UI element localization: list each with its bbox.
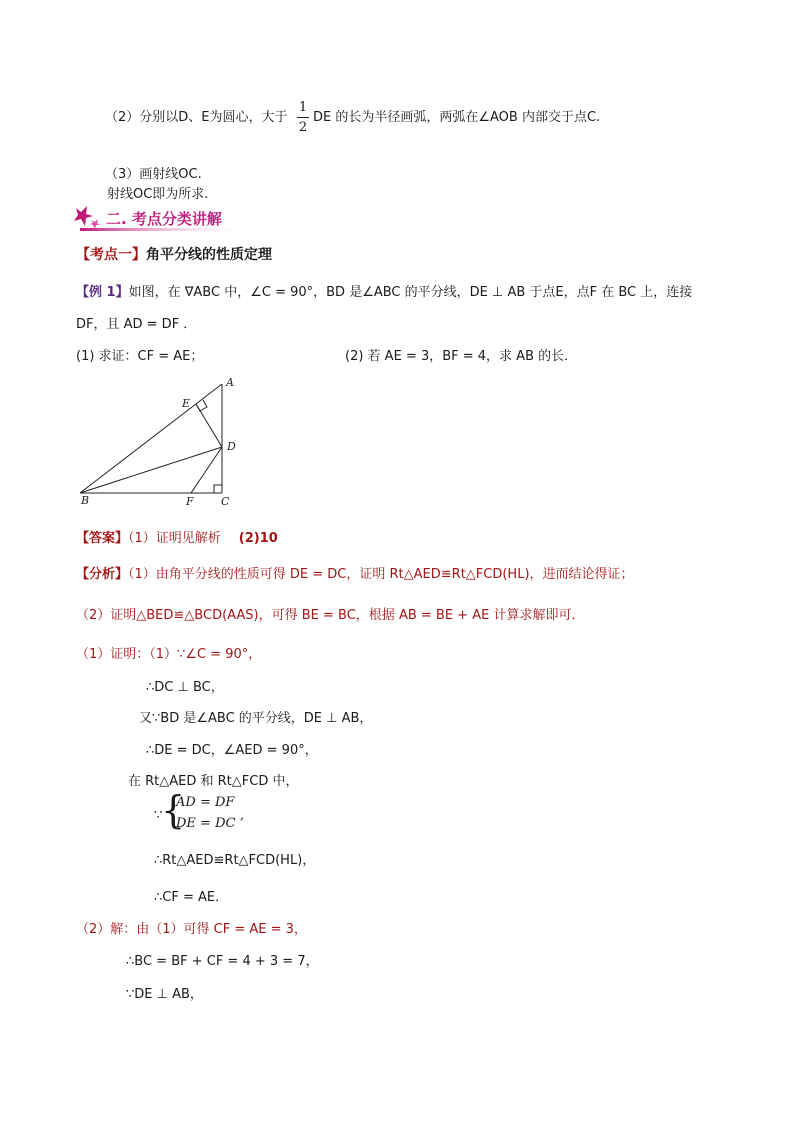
- answer-line: [76, 527, 278, 546]
- brace-symbol: {: [161, 788, 186, 832]
- analysis-text-1: （1）由角平分线的性质可得 DE = DC，证明 Rt△AED≌Rt△FCD(HL)，进而结论得证；: [128, 567, 634, 582]
- solution-step-1: ∴BC = BF + CF = 4 + 3 = 7，: [126, 954, 319, 969]
- step3: （3）画射线OC.: [105, 167, 202, 182]
- label-a: A: [226, 376, 234, 389]
- proof-head: （1）证明：（1）∵∠C = 90°，: [76, 647, 262, 662]
- answer-part1: （1）证明见解析: [128, 531, 221, 546]
- answer-part2: (2)10: [238, 531, 278, 546]
- question-2: (2) 若 AE = 3，BF = 4，求 AB 的长．: [345, 349, 578, 364]
- kaodian-heading: [76, 244, 272, 264]
- segment-ab: [80, 384, 222, 493]
- right-angle-e: [196, 400, 207, 411]
- question-1: (1) 求证：CF = AE；: [76, 349, 204, 364]
- solution-step-2: ∵DE ⊥ AB，: [126, 987, 203, 1002]
- step2-prefix: （2）分别以D、E为圆心，大于: [105, 110, 288, 125]
- label-f: F: [186, 495, 194, 508]
- example-label: 【例 1】: [76, 285, 129, 300]
- segment-df: [191, 447, 222, 493]
- fraction-bar: [297, 117, 309, 118]
- proof-step-5: ∴Rt△AED≌Rt△FCD(HL)，: [154, 853, 316, 868]
- proof-step-2: 又∵BD 是∠ABC 的平分线，DE ⊥ AB，: [139, 711, 373, 726]
- proof-step-4: 在 Rt△AED 和 Rt△FCD 中，: [128, 774, 299, 789]
- proof-step-3: ∴DE = DC，∠AED = 90°，: [146, 743, 318, 758]
- analysis-label: 【分析】: [76, 567, 129, 582]
- fraction-denominator: 2: [298, 120, 308, 135]
- section-header: [72, 202, 262, 232]
- example-line-1: [76, 281, 692, 300]
- label-e: E: [182, 397, 191, 410]
- step2-suffix: DE 的长为半径画弧，两弧在∠AOB 内部交于点C.: [313, 110, 601, 125]
- proof-step-1: ∴DC ⊥ BC，: [146, 680, 224, 695]
- triangle-figure: [70, 372, 250, 512]
- label-c: C: [221, 495, 230, 508]
- section-title: 二. 考点分类讲解: [106, 210, 222, 228]
- analysis-line-2: （2）证明△BED≌△BCD(AAS)，可得 BE = BC，根据 AB = BE + AE 计算求解即可．: [76, 608, 585, 623]
- equation-system-line-1: AD = DF: [176, 795, 235, 810]
- kaodian-bracket: 【考点一】: [76, 247, 146, 263]
- kaodian-title: 角平分线的性质定理: [146, 247, 272, 263]
- proof-step-6: ∴CF = AE．: [154, 890, 229, 905]
- label-b: B: [81, 494, 90, 507]
- right-angle-c: [214, 485, 222, 493]
- conclusion: 射线OC即为所求.: [107, 187, 209, 202]
- fraction-one-half: [296, 100, 310, 135]
- fraction-numerator: 1: [298, 100, 308, 115]
- equation-system-line-2: DE = DC ’: [176, 816, 244, 831]
- example-line-2: DF，且 AD = DF ．: [76, 317, 197, 332]
- solution-head: （2）解：由（1）可得 CF = AE = 3，: [76, 922, 307, 937]
- label-d: D: [227, 440, 236, 453]
- segment-bd: [80, 447, 222, 493]
- answer-label: 【答案】: [76, 531, 129, 546]
- analysis-line-1: [76, 563, 634, 582]
- equation-system-since: ∵: [154, 808, 163, 823]
- example-text-1: 如图，在 ∇ABC 中，∠C = 90°，BD 是∠ABC 的平分线，DE ⊥ AB 于点E，点F 在 BC 上，连接: [128, 285, 693, 300]
